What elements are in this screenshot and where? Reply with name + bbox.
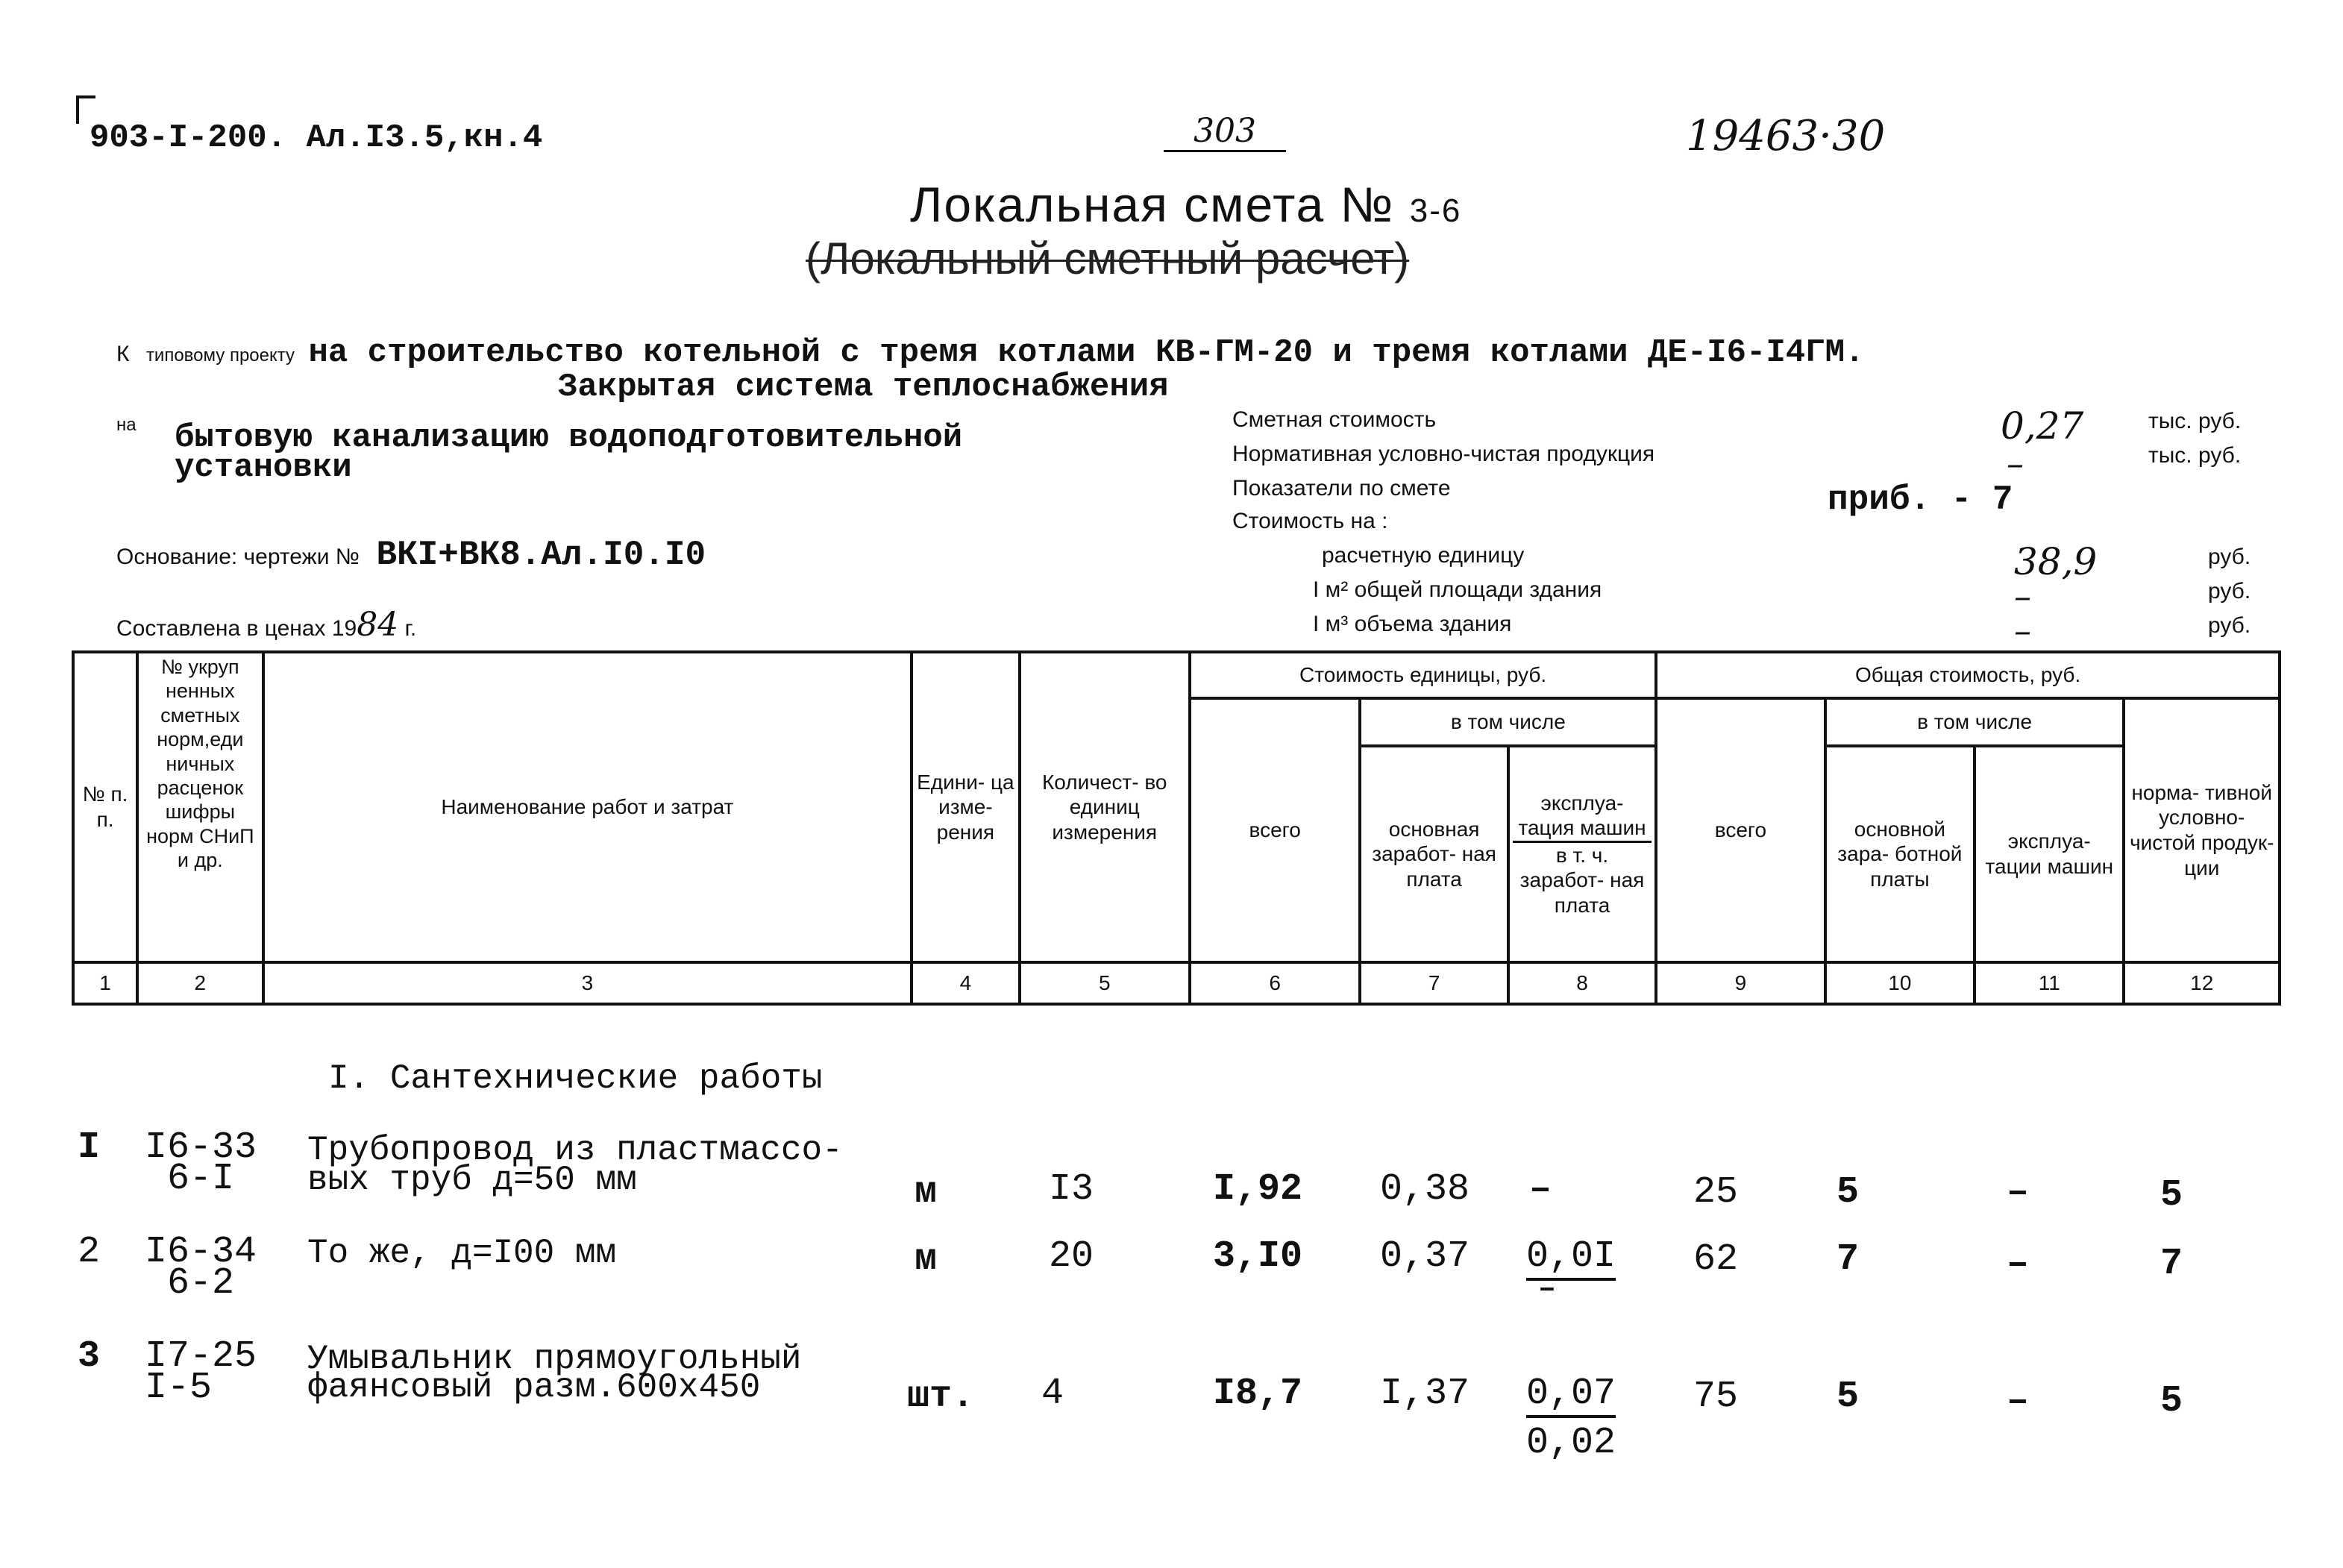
row-sum-net: 5	[2160, 1380, 2183, 1423]
summary-unit-1: тыс. руб.	[2148, 443, 2242, 468]
row-qty: 4	[1041, 1373, 1064, 1415]
row-code-2: 6-I	[167, 1158, 235, 1200]
row-sum-net: 7	[2160, 1243, 2183, 1285]
row-sum-wage: 5	[1837, 1171, 1860, 1214]
col-number-9: 9	[1656, 962, 1825, 1004]
summary-value-0: 0,27	[2001, 404, 2084, 448]
object-prefix: на	[116, 415, 137, 435]
title-main: Локальная смета №	[910, 177, 1395, 232]
header-unit-cost: Стоимость единицы, руб.	[1190, 652, 1656, 698]
page-number: 303	[1164, 112, 1286, 152]
row-total: 3,I0	[1213, 1235, 1303, 1278]
row-name-2: фаянсовый разм.600х450	[307, 1368, 761, 1407]
col-number-10: 10	[1825, 962, 1975, 1004]
stamp-number: 19463·30	[1686, 112, 1886, 160]
project-line	[116, 334, 1864, 371]
header-c8-bottom: в т. ч. заработ- ная плата	[1519, 843, 1645, 917]
summary-value-4: 38,9	[2014, 540, 2098, 583]
summary-unit-5: руб.	[2208, 579, 2251, 603]
header-c12: норма- тивной условно- чистой продук- ции	[2124, 698, 2280, 962]
header-total-cost: Общая стоимость, руб.	[1656, 652, 2280, 698]
row-sum: 75	[1693, 1376, 1739, 1418]
row-sum-wage: 5	[1837, 1376, 1860, 1418]
row-name-1: Трубопровод из пластмассо-	[307, 1131, 843, 1170]
summary-label-0: Сметная стоимость	[1232, 407, 1437, 432]
basis-value: ВКI+ВК8.Ал.I0.I0	[376, 536, 706, 574]
col-number-8: 8	[1508, 962, 1656, 1004]
header-c3: Наименование работ и затрат	[263, 652, 912, 962]
row-wage: 0,38	[1380, 1168, 1470, 1211]
row-code-2: I-5	[145, 1367, 213, 1409]
project-prefix: К	[116, 342, 130, 366]
summary-value-5: –	[2014, 576, 2031, 616]
project-prefix-small: типовому проекту	[145, 345, 295, 366]
row-sum-mach: –	[2007, 1380, 2030, 1423]
doc-code: 903-I-200. Ал.I3.5,кн.4	[90, 119, 543, 157]
basis-line	[116, 536, 706, 574]
summary-unit-4: руб.	[2208, 545, 2251, 569]
col-number-1: 1	[73, 962, 137, 1004]
header-c8	[1508, 746, 1656, 962]
row-code-1: I6-34	[145, 1231, 257, 1273]
project-line2: Закрытая система теплоснабжения	[558, 369, 1169, 406]
header-c10: основной зара- ботной платы	[1825, 746, 1975, 962]
row-unit: шт.	[907, 1376, 975, 1418]
prices-year: 84	[357, 606, 399, 644]
header-c6: всего	[1190, 698, 1360, 962]
row-qty: I3	[1049, 1168, 1094, 1211]
row-number: 2	[78, 1231, 101, 1273]
row-mach: 0,0I	[1526, 1235, 1616, 1281]
summary-unit-0: тыс. руб.	[2148, 409, 2242, 433]
row-sum-mach: –	[2007, 1243, 2030, 1285]
title-subtitle-struck: (Локальный сметный расчет)	[806, 233, 1410, 283]
header-c4: Едини- ца изме- рения	[912, 652, 1019, 962]
header-incl-2: в том числе	[1825, 698, 2124, 746]
col-number-2: 2	[137, 962, 263, 1004]
header-c5: Количест- во единиц измерения	[1020, 652, 1190, 962]
header-c1: № п. п.	[73, 652, 137, 962]
row-name-2: вых труб д=50 мм	[307, 1161, 637, 1199]
prices-suffix: г.	[404, 616, 417, 641]
basis-label: Основание: чертежи №	[116, 545, 360, 569]
summary-label-4: расчетную единицу	[1322, 543, 1525, 568]
row-sum-mach: –	[2007, 1171, 2030, 1214]
row-total: I8,7	[1213, 1373, 1303, 1415]
row-number: 3	[78, 1335, 101, 1378]
summary-value-6: –	[2014, 610, 2031, 650]
row-mach: 0,07	[1526, 1373, 1616, 1418]
prices-line	[116, 606, 416, 644]
title-number: 3-6	[1409, 192, 1462, 229]
header-c2: № укруп ненных сметных норм,еди ничных расценок шифры норм СНиП и др.	[137, 652, 263, 962]
row-code-2: 6-2	[167, 1262, 235, 1305]
row-code-1: I6-33	[145, 1126, 257, 1169]
prices-label: Составлена в ценах 19	[116, 616, 357, 641]
col-number-11: 11	[1975, 962, 2124, 1004]
summary-unit-6: руб.	[2208, 613, 2251, 638]
col-number-12: 12	[2124, 962, 2280, 1004]
header-c8-top: эксплуа- тация машин	[1513, 791, 1652, 843]
row-mach: –	[1529, 1168, 1552, 1211]
summary-value-2: приб. - 7	[1828, 480, 2013, 519]
row-unit: м	[915, 1171, 938, 1214]
object-line2: установки	[175, 449, 352, 486]
summary-label-1: Нормативная условно-чистая продукция	[1232, 442, 1655, 466]
section-title: I. Сантехнические работы	[328, 1059, 823, 1098]
row-number: I	[78, 1126, 101, 1169]
project-line1: на строительство котельной с тремя котлами КВ-ГМ-20 и тремя котлами ДЕ-I6-I4ГМ.	[308, 334, 1865, 371]
row-wage: 0,37	[1380, 1235, 1470, 1278]
col-number-7: 7	[1360, 962, 1508, 1004]
header-c7: основная заработ- ная плата	[1360, 746, 1508, 962]
col-number-3: 3	[263, 962, 912, 1004]
col-number-5: 5	[1020, 962, 1190, 1004]
row-mach-wage: –	[1538, 1273, 1557, 1306]
page-title	[910, 176, 1461, 233]
summary-label-3: Стоимость на :	[1232, 509, 1388, 533]
row-sum-wage: 7	[1837, 1238, 1860, 1281]
row-sum-net: 5	[2160, 1174, 2183, 1217]
estimate-table-header	[72, 650, 2281, 1006]
header-c11: эксплуа- тации машин	[1975, 746, 2124, 962]
summary-label-6: I м³ объема здания	[1313, 612, 1512, 636]
row-qty: 20	[1049, 1235, 1094, 1278]
summary-value-1: –	[2007, 443, 2024, 483]
row-sum: 25	[1693, 1171, 1739, 1214]
header-incl-1: в том числе	[1360, 698, 1656, 746]
row-name-1: Умывальник прямоугольный	[307, 1340, 802, 1379]
row-wage: I,37	[1380, 1373, 1470, 1415]
row-total: I,92	[1213, 1168, 1303, 1211]
col-number-6: 6	[1190, 962, 1360, 1004]
row-unit: м	[915, 1238, 938, 1281]
row-name-1: То же, д=I00 мм	[307, 1234, 617, 1273]
object-line1: бытовую канализацию водоподготовительной	[175, 419, 963, 457]
row-sum: 62	[1693, 1238, 1739, 1281]
col-number-4: 4	[912, 962, 1019, 1004]
row-mach-wage: 0,02	[1526, 1422, 1616, 1464]
summary-label-2: Показатели по смете	[1232, 476, 1451, 501]
summary-label-5: I м² общей площади здания	[1313, 577, 1602, 602]
row-code-1: I7-25	[145, 1335, 257, 1378]
header-c9: всего	[1656, 698, 1825, 962]
